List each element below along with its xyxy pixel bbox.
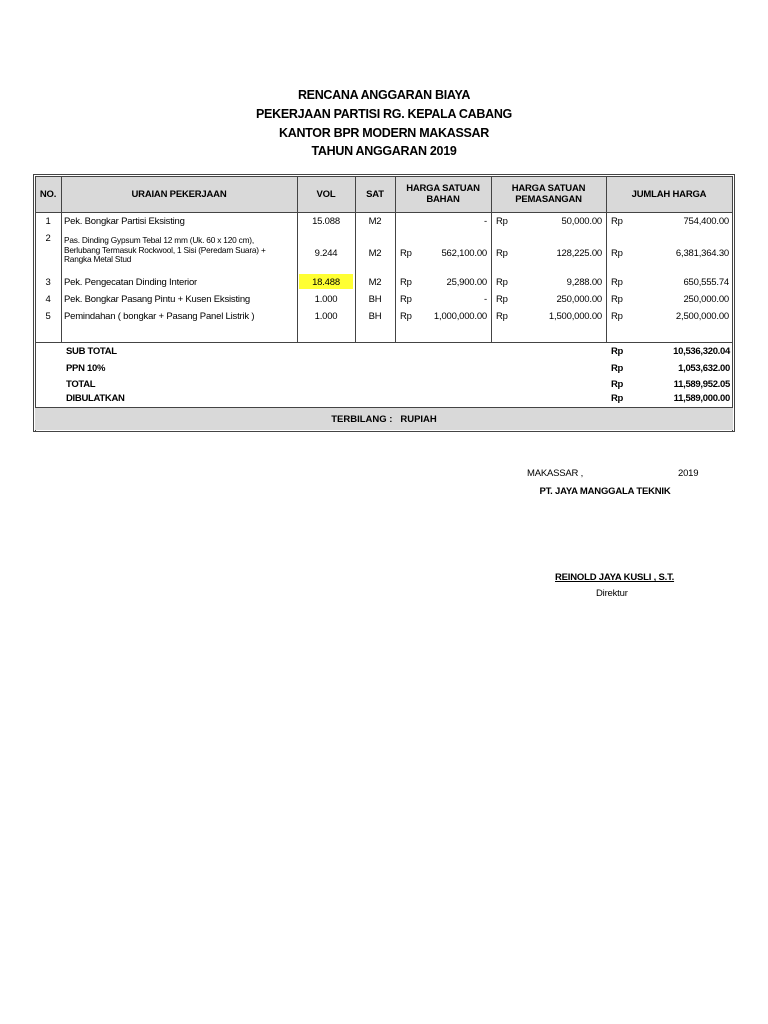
- summary-value: 11,589,952.05: [673, 379, 730, 390]
- row-pasang-rp: Rp: [496, 277, 508, 288]
- row-pasang: 1,500,000.00: [548, 311, 602, 322]
- signature-year: 2019: [678, 468, 699, 479]
- row-jumlah: 6,381,364.30: [675, 248, 729, 259]
- row-jumlah-rp: Rp: [611, 277, 623, 288]
- doc-title-line-4: TAHUN ANGGARAN 2019: [311, 144, 457, 158]
- summary-rp: Rp: [611, 393, 624, 404]
- row-bahan: -: [484, 294, 487, 305]
- summary-value: 11,589,000.00: [673, 393, 730, 404]
- row-jumlah-rp: Rp: [611, 216, 623, 227]
- row-desc-line2: Berlubang Termasuk Rockwool, 1 Sisi (Peredam Suara) +: [64, 244, 266, 255]
- row-vol: 1.000: [314, 311, 338, 322]
- row-jumlah-rp: Rp: [611, 311, 623, 322]
- col-header-bahan-line1: HARGA SATUAN: [406, 183, 480, 194]
- signature-company: PT. JAYA MANGGALA TEKNIK: [539, 486, 671, 497]
- row-pasang: 50,000.00: [561, 216, 602, 227]
- row-desc: Pek. Pengecatan Dinding Interior: [64, 277, 198, 288]
- summary-rp: Rp: [611, 363, 624, 374]
- col-header-pemasangan-line2: PEMASANGAN: [515, 194, 582, 205]
- row-bahan: 1,000,000.00: [433, 311, 487, 322]
- summary-rp: Rp: [611, 379, 624, 390]
- row-bahan: -: [484, 216, 487, 227]
- col-line: [732, 176, 733, 432]
- row-sat: M2: [368, 216, 382, 227]
- summary-value: 1,053,632.00: [678, 363, 730, 374]
- row-vol: 9.244: [314, 248, 338, 259]
- row-jumlah-rp: Rp: [611, 248, 623, 259]
- row-desc-line1: Pas. Dinding Gypsum Tebal 12 mm (Uk. 60 x 120 cm),: [64, 235, 254, 245]
- col-header-jumlah: JUMLAH HARGA: [631, 188, 707, 200]
- row-desc: Pemindahan ( bongkar + Pasang Panel Listrik ): [64, 311, 255, 322]
- col-header-bahan-line2: BAHAN: [426, 194, 460, 205]
- row-pasang: 9,288.00: [566, 277, 602, 288]
- signature-city: MAKASSAR ,: [527, 468, 584, 479]
- row-bahan-rp: Rp: [400, 248, 412, 259]
- row-no: 2: [45, 233, 51, 244]
- summary-value: 10,536,320.04: [673, 346, 730, 357]
- summary-label: SUB TOTAL: [66, 346, 117, 357]
- row-line: [35, 342, 733, 343]
- row-jumlah-rp: Rp: [611, 294, 623, 305]
- row-desc: Pek. Bongkar Partisi Eksisting: [64, 216, 185, 227]
- row-bahan: 25,900.00: [446, 277, 487, 288]
- col-header-vol: VOL: [316, 188, 336, 200]
- row-jumlah: 250,000.00: [683, 294, 729, 305]
- summary-label: PPN 10%: [66, 363, 106, 374]
- row-no: 3: [45, 277, 51, 288]
- row-vol: 18.488: [312, 277, 340, 288]
- signature-position: Direktur: [596, 588, 628, 599]
- row-bahan-rp: Rp: [400, 294, 412, 305]
- row-jumlah: 2,500,000.00: [675, 311, 729, 322]
- row-desc-line3: Rangka Metal Stud: [64, 254, 132, 264]
- row-pasang-rp: Rp: [496, 294, 508, 305]
- row-no: 4: [45, 294, 51, 305]
- col-header-uraian: URAIAN PEKERJAAN: [131, 188, 227, 200]
- terbilang-bar: TERBILANG : RUPIAH: [35, 408, 733, 430]
- row-no: 1: [45, 216, 51, 227]
- summary-label: DIBULATKAN: [66, 393, 125, 404]
- summary-rp: Rp: [611, 346, 624, 357]
- row-sat: BH: [368, 294, 382, 305]
- row-bahan: 562,100.00: [441, 248, 487, 259]
- row-sat: BH: [368, 311, 382, 322]
- row-pasang: 250,000.00: [556, 294, 602, 305]
- row-line: [35, 431, 733, 432]
- col-header-bahan: [395, 176, 491, 212]
- row-pasang-rp: Rp: [496, 216, 508, 227]
- col-header-no: NO.: [39, 188, 57, 200]
- row-bahan-rp: Rp: [400, 311, 412, 322]
- row-line: [35, 212, 733, 213]
- row-jumlah: 754,400.00: [683, 216, 729, 227]
- row-vol: 1.000: [314, 294, 338, 305]
- doc-title-line-3: KANTOR BPR MODERN MAKASSAR: [278, 126, 490, 140]
- col-header-pemasangan-line1: HARGA SATUAN: [511, 183, 586, 194]
- doc-title-line-1: RENCANA ANGGARAN BIAYA: [297, 88, 471, 102]
- doc-title-line-2: PEKERJAAN PARTISI RG. KEPALA CABANG: [256, 107, 512, 121]
- row-sat: M2: [368, 248, 382, 259]
- row-no: 5: [45, 311, 51, 322]
- row-pasang: 128,225.00: [556, 248, 602, 259]
- summary-label: TOTAL: [66, 379, 96, 390]
- row-vol: 15.088: [312, 216, 340, 227]
- row-bahan-rp: Rp: [400, 277, 412, 288]
- row-jumlah: 650,555.74: [683, 277, 729, 288]
- signature-name: REINOLD JAYA KUSLI , S.T.: [555, 572, 675, 583]
- row-desc: Pek. Bongkar Pasang Pintu + Kusen Eksisting: [64, 294, 251, 305]
- row-sat: M2: [368, 277, 382, 288]
- row-pasang-rp: Rp: [496, 311, 508, 322]
- col-header-sat: SAT: [366, 188, 384, 200]
- row-pasang-rp: Rp: [496, 248, 508, 259]
- col-header-pemasangan: [491, 176, 606, 212]
